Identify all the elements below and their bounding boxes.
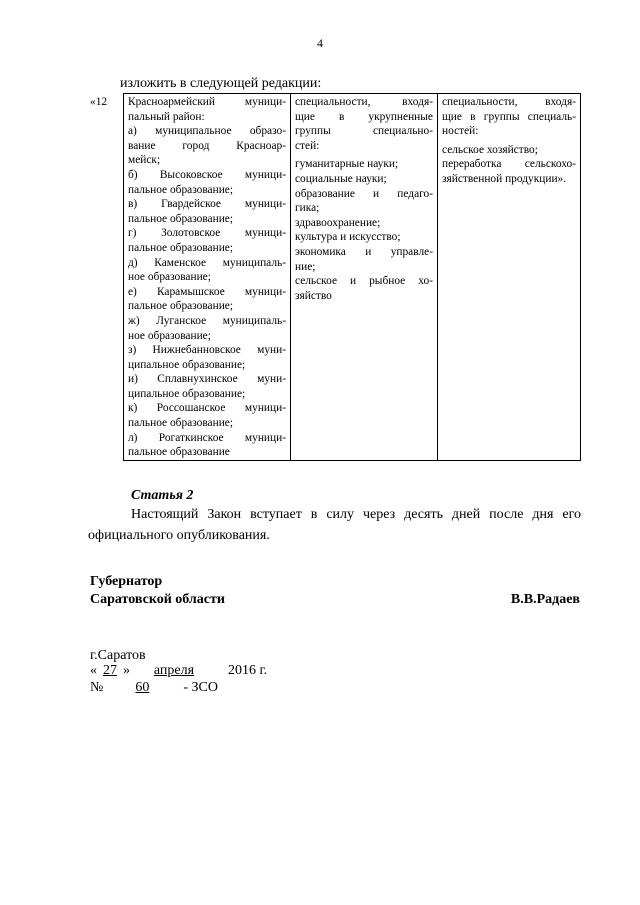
cell-text-line: в) Гвардейское муници- (128, 198, 286, 211)
cell-text-line: и) Сплавнухинское муни- (128, 373, 286, 386)
city: г.Саратов (90, 648, 146, 663)
cell-text-line: зяйственной продукции». (442, 172, 567, 185)
cell-text-line: д) Каменское муниципаль- (128, 256, 286, 269)
specialties-cell (291, 94, 438, 461)
cell-text-line: б) Высоковское муници- (128, 168, 286, 181)
row-number-cell (88, 94, 124, 461)
cell-text-line: сельское и рыбное хо- (295, 275, 433, 288)
table-row (88, 94, 581, 461)
cell-text-line: экономика и управле- (295, 245, 433, 258)
cell-text-line: мейск; (128, 154, 161, 167)
signatory-title-line1: Губернатор (90, 574, 163, 589)
cell-text-line: ное образование; (128, 329, 211, 342)
cell-text-line: гика; (295, 202, 320, 215)
cell-text-line: специальности, входя- (442, 96, 576, 108)
cell-text-line: пальное образование (128, 446, 230, 459)
cell-text-line: пальное образование; (128, 183, 234, 196)
law-number-line (90, 680, 218, 696)
law-number: 60 (135, 680, 150, 695)
cell-text-line: вание город Красноар- (128, 139, 286, 152)
page-number: 4 (317, 36, 323, 50)
cell-text-line: пальное образование; (128, 212, 234, 225)
cell-text-line: ние; (295, 260, 316, 273)
cell-text-line: ностей: (442, 125, 479, 138)
date-year: 2016 г. (228, 663, 268, 678)
cell-text-line: г) Золотовское муници- (128, 227, 286, 240)
article-text (88, 504, 581, 546)
cell-text-line: образование и педаго- (295, 187, 433, 200)
article-text-line: Настоящий Закон вступает в силу через десять дней после дня его (131, 507, 581, 522)
cell-text-line: здравоохранение; (295, 216, 381, 229)
cell-text-line: стей: (295, 139, 320, 152)
cell-text-line: зяйство (295, 289, 332, 302)
date-close-quote: » (123, 663, 130, 678)
date-month: апреля (153, 663, 195, 678)
municipalities-cell (124, 94, 291, 461)
cell-text-line: ципальное образование; (128, 358, 246, 371)
specialty-groups-cell (438, 94, 581, 461)
cell-text-line: е) Карамышское муници- (128, 285, 286, 298)
law-number-prefix: № (90, 680, 104, 695)
cell-text-line: переработка сельскохо- (442, 158, 576, 171)
cell-text-line: ное образование; (128, 271, 211, 284)
cell-text-line: пальный район: (128, 110, 205, 123)
law-number-suffix: - ЗСО (183, 680, 218, 695)
cell-text-line: ципальное образование; (128, 387, 246, 400)
cell-text-line: группы специально- (295, 125, 433, 138)
cell-text-line: пальное образование; (128, 241, 234, 254)
article-text-line: официального опубликования. (88, 528, 270, 543)
cell-text-line: культура и искусство; (295, 231, 401, 244)
signatory-name: В.В.Радаев (510, 592, 580, 607)
cell-text-line: специальности, входя- (295, 96, 433, 108)
cell-text-line: пальное образование; (128, 417, 234, 430)
cell-text-line: щие в укрупненные (295, 110, 433, 123)
cell-text-line: сельское хозяйство; (442, 143, 538, 156)
cell-text-line: пальное образование; (128, 300, 234, 313)
date-open-quote: « (90, 663, 97, 678)
cell-text-line: к) Россошанское муници- (128, 402, 286, 415)
cell-text-line: л) Рогаткинское муници- (128, 431, 286, 444)
intro-text: изложить в следующей редакции: (120, 76, 322, 91)
cell-text-line: ж) Луганское муниципаль- (128, 314, 286, 327)
date-line (90, 663, 267, 679)
cell-text-line: щие в группы специаль- (442, 110, 576, 123)
signatory-title-line2: Саратовской области (90, 592, 225, 607)
cell-text-line: социальные науки; (295, 172, 387, 185)
cell-text-line: Красноармейский муници- (128, 96, 286, 108)
date-day: 27 (103, 663, 117, 678)
row-number: «12 (90, 95, 108, 108)
cell-text-line: а) муниципальное образо- (128, 125, 286, 138)
cell-text-line: з) Нижнебанновское муни- (128, 344, 286, 357)
amendment-table (88, 93, 581, 461)
article-title: Статья 2 (131, 488, 194, 503)
cell-text-line: гуманитарные науки; (295, 158, 399, 171)
